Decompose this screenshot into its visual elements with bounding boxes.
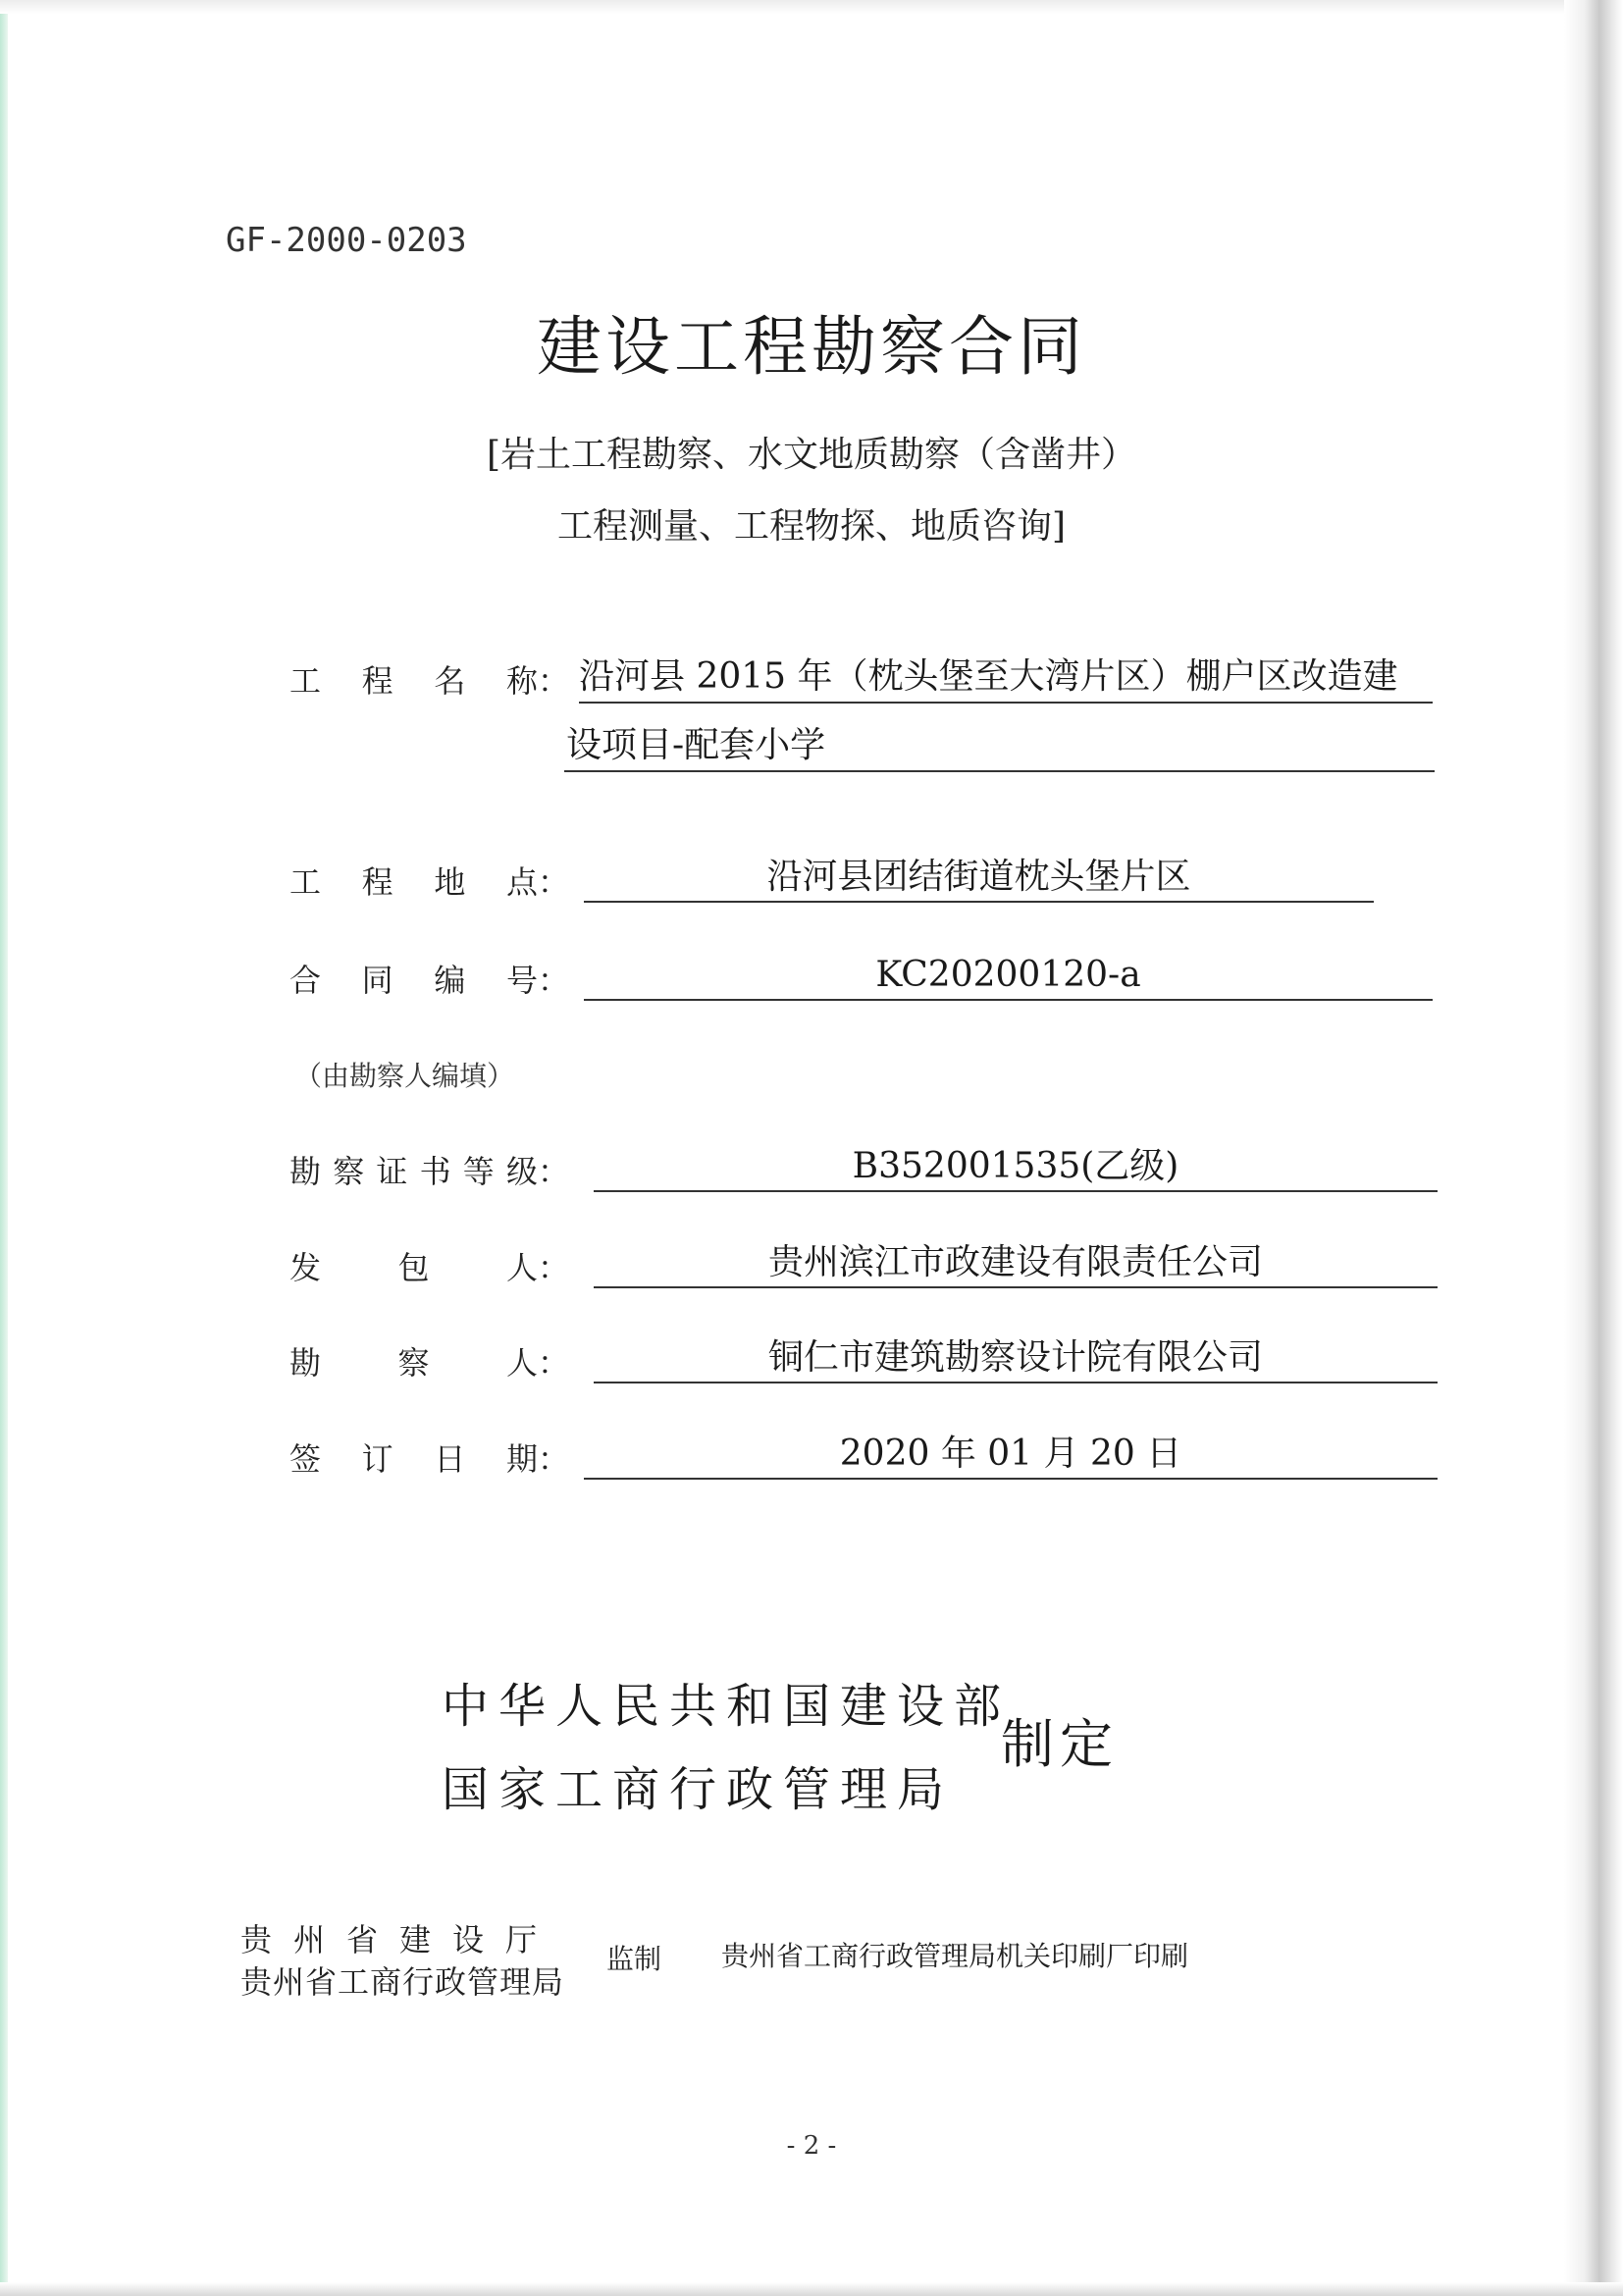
cert-level-value: B352001535(乙级) — [594, 1143, 1438, 1192]
scan-top-edge — [0, 0, 1570, 14]
document-title: 建设工程勘察合同 — [537, 309, 1086, 385]
surveyor-value: 铜仁市建筑勘察设计院有限公司 — [594, 1334, 1438, 1383]
contract-no-value: KC20200120-a — [584, 952, 1433, 1001]
supervisor-label: 监制 — [606, 1943, 662, 1975]
location-row — [289, 854, 1447, 903]
field-label: 勘 察 证 书 等 级： — [289, 1153, 569, 1190]
sign-date-value: 2020 年 01 月 20 日 — [584, 1431, 1438, 1480]
subtitle-line-1: [岩土工程勘察、水文地质勘察（含凿井） — [486, 435, 1137, 475]
field-label: 签 订 日 期： — [289, 1440, 569, 1478]
issuer-line-1: 中华人民共和国建设部 — [442, 1679, 1012, 1734]
supervisor-line-1: 贵州省建设厅 — [240, 1921, 559, 1958]
project-name-value-line-2: 设项目-配套小学 — [564, 721, 1435, 772]
printer-note: 贵州省工商行政管理局机关印刷厂印刷 — [721, 1940, 1189, 1972]
field-label: 工 程 名 称： — [289, 662, 569, 700]
field-label: 合 同 编 号： — [289, 962, 569, 999]
issuer-made: 制定 — [1001, 1713, 1119, 1775]
project-name-label — [289, 652, 584, 702]
subtitle-line-2: 工程测量、工程物探、地质咨询] — [556, 506, 1067, 547]
contract-no-row — [289, 952, 1447, 1001]
cert-level-row — [289, 1143, 1447, 1192]
field-label: 发 包 人： — [289, 1249, 569, 1286]
location-value: 沿河县团结街道枕头堡片区 — [584, 854, 1374, 903]
client-value: 贵州滨江市政建设有限责任公司 — [594, 1239, 1438, 1288]
contract-note: （由勘察人编填） — [294, 1060, 515, 1092]
page-number: - 2 - — [786, 2131, 837, 2161]
supervisor-line-2: 贵州省工商行政管理局 — [240, 1963, 565, 2001]
form-code: GF-2000-0203 — [226, 221, 467, 260]
scan-bottom-edge — [0, 2282, 1623, 2296]
sign-date-row — [289, 1431, 1447, 1480]
surveyor-row — [289, 1334, 1447, 1383]
issuer-line-2: 国家工商行政管理局 — [442, 1762, 955, 1817]
project-name-value-line-1: 沿河县 2015 年（枕头堡至大湾片区）棚户区改造建 — [579, 652, 1433, 704]
field-label: 工 程 地 点： — [289, 863, 569, 901]
client-row — [289, 1239, 1447, 1288]
field-label: 勘 察 人： — [289, 1344, 569, 1382]
